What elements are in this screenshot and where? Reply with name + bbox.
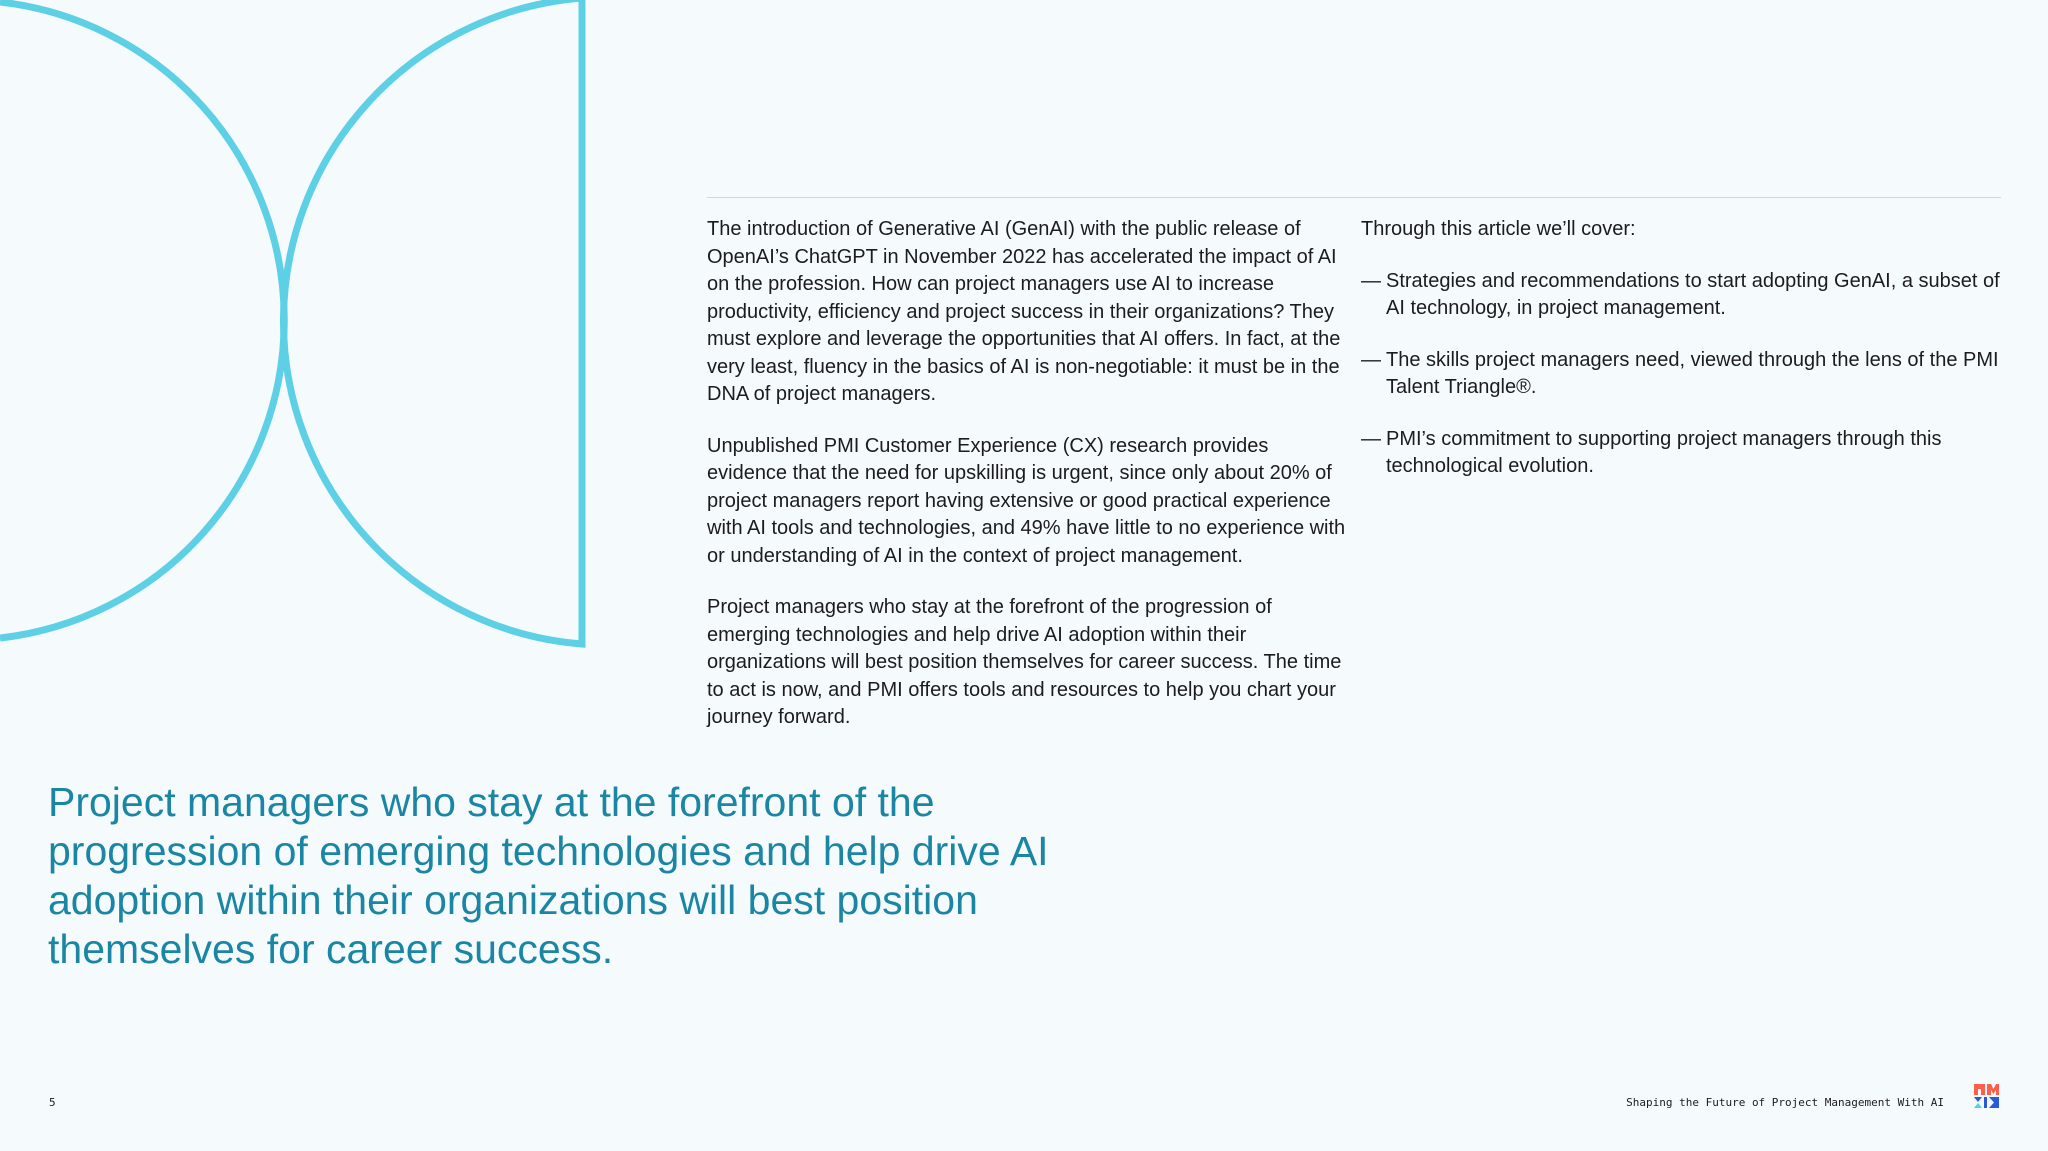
dash-bullet: — — [1361, 348, 1381, 371]
list-intro: Through this article we’ll cover: — [1361, 218, 1636, 240]
dash-bullet: — — [1361, 427, 1381, 450]
dash-bullet: — — [1361, 269, 1381, 292]
right-half-circle — [283, 0, 582, 644]
list-item — [1361, 426, 2001, 481]
footer-title: Shaping the Future of Project Management With AI — [1626, 1096, 1944, 1109]
coverage-list — [1361, 268, 2001, 481]
body-column-left — [707, 216, 1347, 756]
body-column-right — [1361, 216, 2001, 505]
body-paragraph: Unpublished PMI Customer Experience (CX) research provides evidence that the need for upskilling is urgent, since only about 20% of project managers report having extensive or good practical experience with AI tools and technologies, and 49% have little to no experience with or understanding of AI in the context of project management. — [707, 434, 1346, 567]
list-item-text: Strategies and recommendations to start adopting GenAI, a subset of AI technology, in project management. — [1386, 269, 2000, 319]
top-divider — [707, 197, 2001, 198]
page-number: 5 — [49, 1096, 56, 1109]
list-item-text: The skills project managers need, viewed through the lens of the PMI Talent Triangle®. — [1386, 348, 1999, 398]
left-arc — [0, 2, 284, 638]
pmi-logo-icon — [1972, 1082, 2000, 1110]
list-item-text: PMI’s commitment to supporting project managers through this technological evolution. — [1386, 427, 1942, 477]
list-item — [1361, 268, 2001, 323]
list-item — [1361, 347, 2001, 402]
pull-quote: Project managers who stay at the forefront of the progression of emerging technologies and help drive AI adoption within their organizations will best position themselves for career success. — [48, 779, 1049, 972]
body-paragraph: Project managers who stay at the forefront of the progression of emerging technologies and help drive AI adoption within their organizations will best position themselves for career success. The time to act is now, and PMI offers tools and resources to help you chart your journey forward. — [707, 596, 1342, 728]
body-paragraph: The introduction of Generative AI (GenAI) with the public release of OpenAI’s ChatGPT in November 2022 has accelerated the impact of AI on the profession. How can project managers use AI to increase productivity, efficiency and project success in their organizations? They must explore and leverage the opportunities that AI offers. In fact, at the very least, fluency in the basics of AI is non-negotiable: it must be in the DNA of project managers. — [707, 218, 1341, 405]
decorative-arcs — [0, 0, 600, 660]
